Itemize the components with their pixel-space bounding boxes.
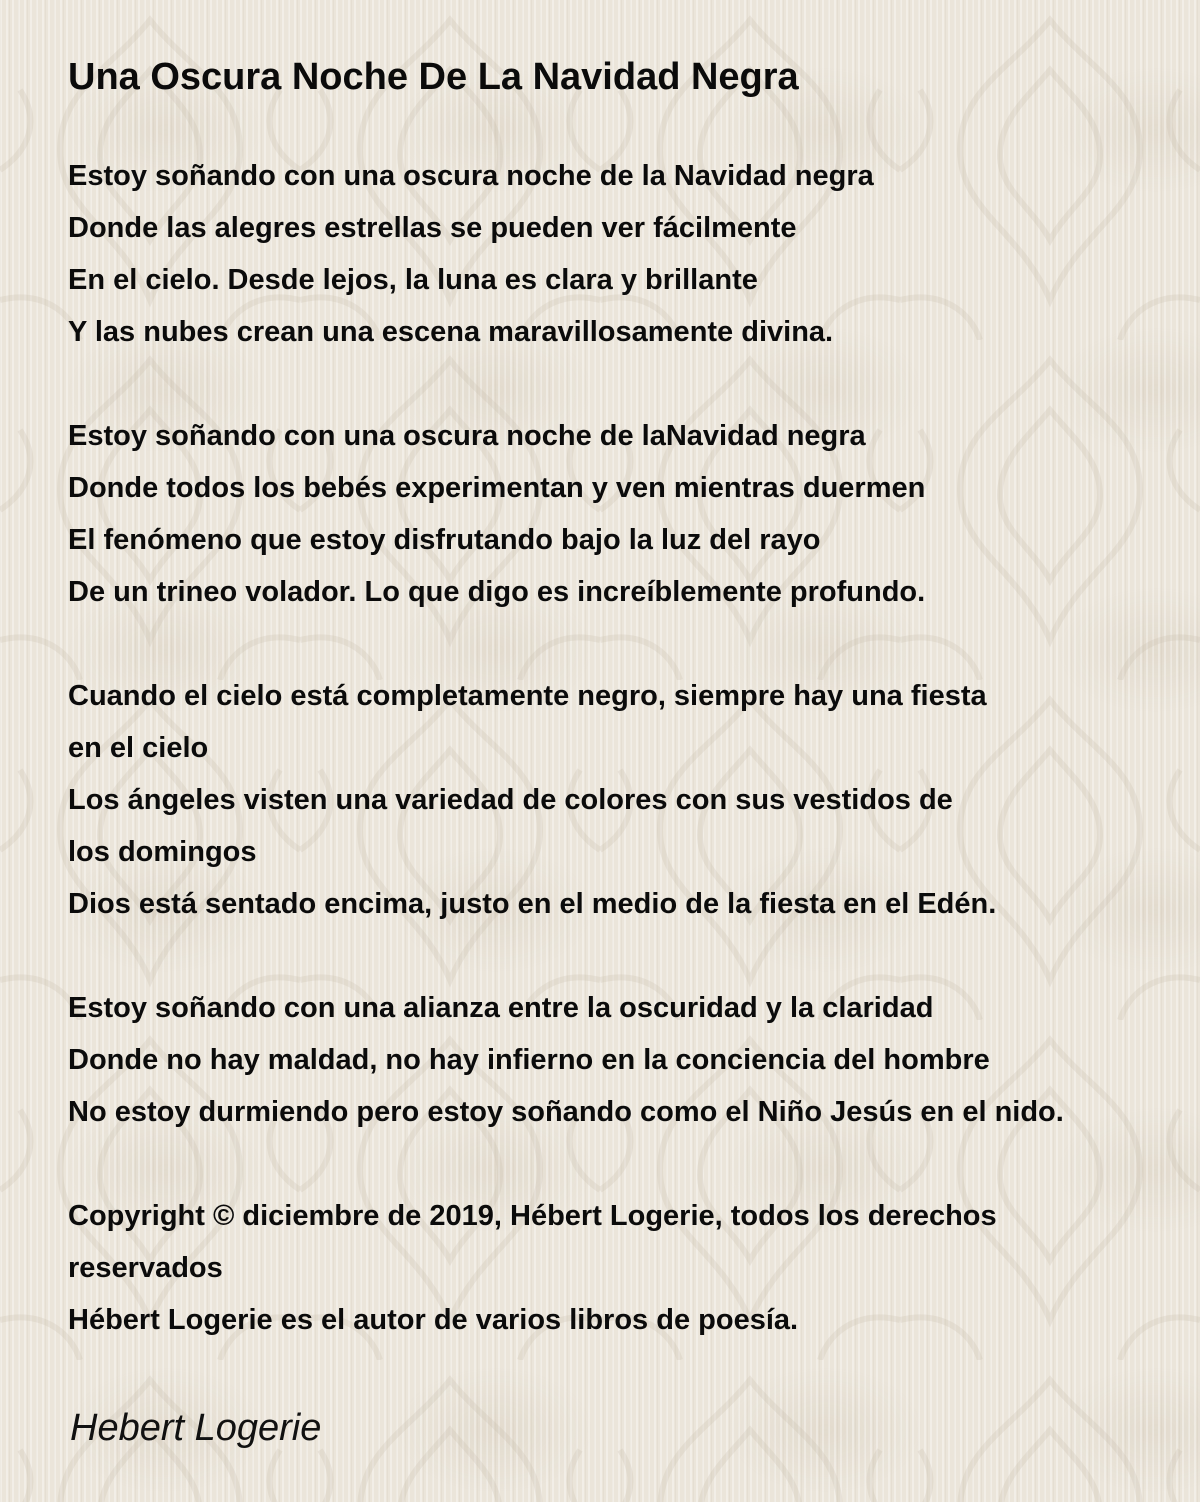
poem-line: Cuando el cielo está completamente negro, siempre hay una fiesta	[68, 680, 987, 712]
author-signature: Hebert Logerie	[70, 1407, 322, 1449]
stanza-1	[68, 150, 1188, 358]
poem-content	[68, 52, 1188, 1398]
stanza-4	[68, 982, 1188, 1138]
copyright-notice	[68, 1190, 1188, 1346]
poem-line: Y las nubes crean una escena maravillosamente divina.	[68, 316, 834, 348]
copyright-line: reservados	[68, 1252, 223, 1284]
poem-line: Estoy soñando con una oscura noche de laNavidad negra	[68, 420, 866, 452]
poem-line: Donde todos los bebés experimentan y ven mientras duermen	[68, 472, 926, 504]
poem-line: De un trineo volador. Lo que digo es increíblemente profundo.	[68, 576, 926, 608]
stanza-3	[68, 670, 1188, 930]
author-bio-line: Hébert Logerie es el autor de varios libros de poesía.	[68, 1304, 799, 1336]
poem-line: No estoy durmiendo pero estoy soñando como el Niño Jesús en el nido.	[68, 1096, 1064, 1128]
poem-line: los domingos	[68, 836, 257, 868]
poem-line: Estoy soñando con una alianza entre la oscuridad y la claridad	[68, 992, 934, 1024]
stanza-2	[68, 410, 1188, 618]
poem-line: en el cielo	[68, 732, 209, 764]
copyright-line: Copyright © diciembre de 2019, Hébert Logerie, todos los derechos	[68, 1200, 997, 1232]
poem-title: Una Oscura Noche De La Navidad Negra	[68, 56, 799, 98]
poem-line: Los ángeles visten una variedad de colores con sus vestidos de	[68, 784, 953, 816]
poem-line: El fenómeno que estoy disfrutando bajo la luz del rayo	[68, 524, 821, 556]
poem-line: Donde las alegres estrellas se pueden ver fácilmente	[68, 212, 797, 244]
poem-line: En el cielo. Desde lejos, la luna es clara y brillante	[68, 264, 758, 296]
poem-line: Dios está sentado encima, justo en el medio de la fiesta en el Edén.	[68, 888, 997, 920]
poem-line: Donde no hay maldad, no hay infierno en la conciencia del hombre	[68, 1044, 990, 1076]
poem-line: Estoy soñando con una oscura noche de la Navidad negra	[68, 160, 874, 192]
